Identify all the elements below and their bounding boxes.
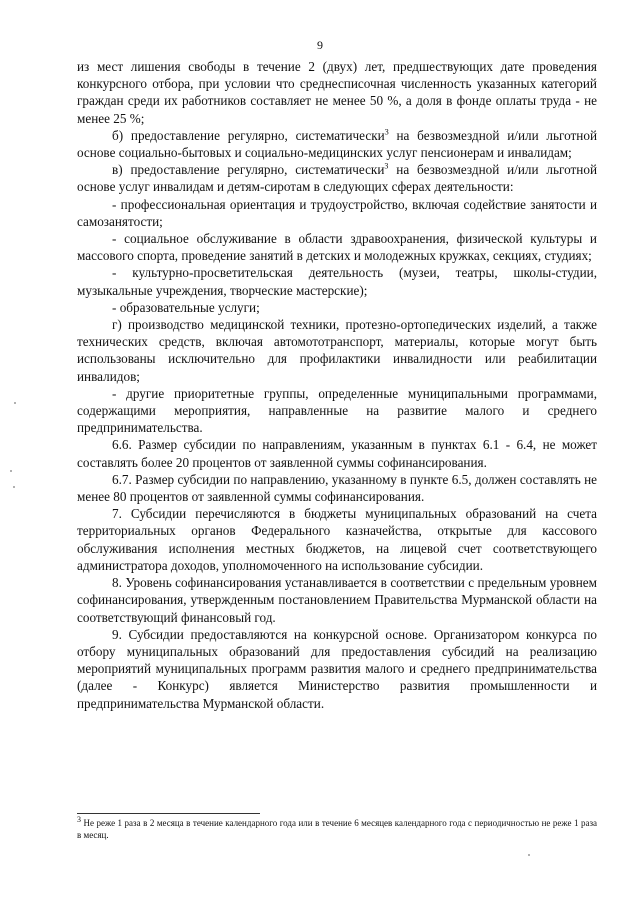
footnote — [77, 817, 597, 841]
footnote-ref: 3 — [384, 127, 389, 137]
paragraph-1: из мест лишения свободы в течение 2 (двух) лет, предшествующих дате проведения конкурсного отбора, при условии что среднесписочная численность указанных категорий граждан среди их работников составляет не менее 50 %, а доля в фонде оплаты труда - не менее 25 %; — [77, 59, 597, 126]
paragraph-8: г) производство медицинской техники, протезно-ортопедических изделий, а также технических средств, включая автомототранспорт, материалы, которые могут быть использованы исключительно для профилактики инвалидности или реабилитации инвалидов; — [77, 317, 597, 384]
paragraph-2 — [77, 127, 597, 161]
paragraph-13: 8. Уровень софинансирования устанавливается в соответствии с предельным уровнем софинансирования, утвержденным постановлением Правительства Мурманской области на соответствующий финансовый год. — [77, 575, 597, 625]
footnote-divider — [77, 813, 260, 814]
footnote-ref: 3 — [384, 161, 389, 171]
paragraph-2-text: б) предоставление регулярно, систематически — [112, 127, 385, 143]
paragraph-14: 9. Субсидии предоставляются на конкурсной основе. Организатором конкурса по отбору муниципальных образований для предоставления субсидий на реализацию мероприятий муниципальных программ развития малого и среднего предпринимательства (далее - Конкурс) является Министерство развития промышленности и предпринимательства Мурманской области. — [77, 626, 597, 711]
paragraph-4: - профессиональная ориентация и трудоустройство, включая содействие занятости и самозанятости; — [77, 196, 597, 229]
paragraph-3 — [77, 161, 597, 195]
paragraph-12: 7. Субсидии перечисляются в бюджеты муниципальных образований на счета территориальных органов Федерального казначейства, открытые для кассового обслуживания исполнения местных бюджетов, на лицевой счет соответствующего администратора доходов, уполномоченного на использование субсидии. — [77, 506, 597, 573]
scan-speck — [528, 854, 530, 856]
scan-speck — [13, 486, 15, 488]
footnote-marker: 3 — [77, 815, 81, 824]
paragraph-3-text: в) предоставление регулярно, систематически — [112, 162, 385, 178]
footnote-text: Не реже 1 раза в 2 месяца в течение календарного года или в течение 6 месяцев календарного года с периодичностью не реже 1 раза в месяц. — [77, 818, 597, 840]
paragraph-2-tail: на безвозмездной и/или льготной основе социально-бытовых и социально-медицинских услуг пенсионерам и инвалидам; — [77, 127, 598, 161]
paragraph-9: - другие приоритетные группы, определенные муниципальными программами, содержащими мероприятия, направленные на развитие малого и среднего предпринимательства. — [77, 385, 597, 436]
paragraph-6: - культурно-просветительская деятельность (музеи, театры, школы-студии, музыкальные учреждения, творческие мастерские); — [77, 265, 597, 298]
document-body — [77, 58, 597, 712]
paragraph-5: - социальное обслуживание в области здравоохранения, физической культуры и массового спорта, проведение занятий в детских и молодежных кружках, секциях, студиях; — [77, 231, 597, 264]
paragraph-11: 6.7. Размер субсидии по направлению, указанному в пункте 6.5, должен составлять не менее 80 процентов от заявленной суммы софинансирования. — [77, 471, 597, 505]
paragraph-3-tail: на безвозмездной и/или льготной основе услуг инвалидам и детям-сиротам в следующих сферах деятельности: — [77, 162, 597, 195]
scan-speck — [10, 470, 12, 472]
paragraph-10: 6.6. Размер субсидии по направлениям, указанным в пунктах 6.1 - 6.4, не может составлять более 20 процентов от заявленной суммы софинансирования. — [77, 437, 597, 470]
paragraph-7: - образовательные услуги; — [112, 299, 260, 315]
page-number: 9 — [317, 38, 323, 52]
scan-speck — [14, 402, 16, 404]
